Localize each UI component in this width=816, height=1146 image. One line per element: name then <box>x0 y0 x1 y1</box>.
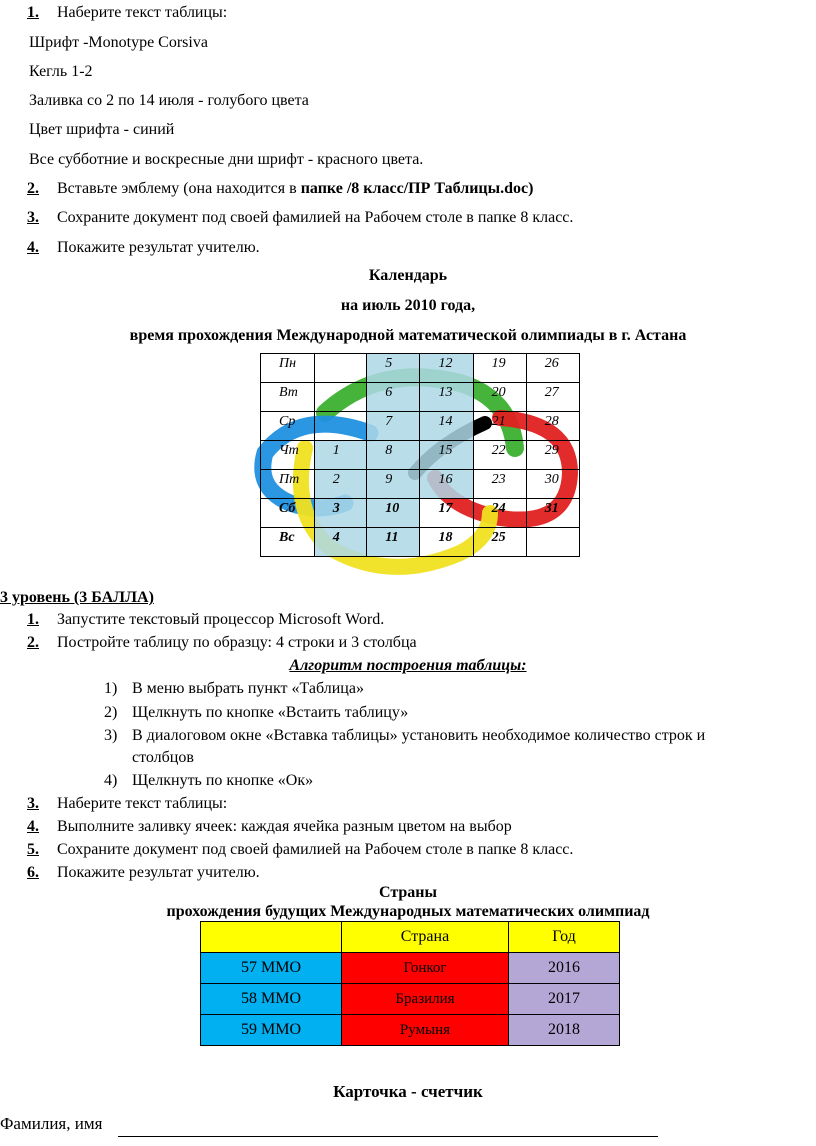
table-row <box>201 953 620 984</box>
countries-subtitle: прохождения будущих Международных математических олимпиад <box>166 903 650 920</box>
name-label: Фамилия, имя <box>0 1114 103 1133</box>
item-text: Запустите текстовый процессор Microsoft Word. <box>57 611 385 628</box>
calendar-cell: 7 <box>367 412 420 441</box>
calendar-cell: 19 <box>473 354 526 383</box>
fill-line: Заливка со 2 по 14 июля - голубого цвета <box>29 92 309 109</box>
calendar-cell: 17 <box>420 499 473 528</box>
item-number: 1. <box>27 611 39 628</box>
table-cell: Гонког <box>342 953 509 984</box>
item-number: 1. <box>27 4 39 21</box>
calendar-cell: 31 <box>526 499 579 528</box>
level3-heading: 3 уровень (3 БАЛЛА) <box>0 589 154 606</box>
calendar-row <box>261 441 580 470</box>
item-text: Постройте таблицу по образцу: 4 строки и 3 столбца <box>57 634 417 651</box>
calendar-subtitle: на июль 2010 года, <box>340 297 476 314</box>
calendar-cell: 4 <box>314 528 367 557</box>
calendar-row <box>261 354 580 383</box>
calendar-cell: 15 <box>420 441 473 470</box>
calendar-cell: 22 <box>473 441 526 470</box>
calendar-cell: 23 <box>473 470 526 499</box>
weekend-line: Все субботние и воскресные дни шрифт - красного цвета. <box>29 151 424 168</box>
calendar-description: время прохождения Международной математической олимпиады в г. Астана <box>129 327 687 344</box>
table-cell: Бразилия <box>342 984 509 1015</box>
calendar-cell: 12 <box>420 354 473 383</box>
item-text: Вставьте эмблему (она находится в папке /8 класс/ПР Таблицы.doc) <box>57 180 534 197</box>
calendar-cell: 25 <box>473 528 526 557</box>
calendar-cell: 16 <box>420 470 473 499</box>
calendar-with-emblem <box>260 353 580 585</box>
color-line: Цвет шрифта - синий <box>29 121 175 138</box>
name-input-line[interactable] <box>118 1136 658 1137</box>
calendar-cell: 24 <box>473 499 526 528</box>
calendar-cell: 27 <box>526 383 579 412</box>
card-title: Карточка - счетчик <box>333 1082 483 1101</box>
calendar-cell <box>314 412 367 441</box>
calendar-cell <box>526 528 579 557</box>
header-cell: Страна <box>342 922 509 953</box>
size-line: Кегль 1-2 <box>29 63 93 80</box>
calendar-cell: 8 <box>367 441 420 470</box>
table-cell: 59 ММО <box>201 1015 342 1046</box>
calendar-cell: Вс <box>261 528 315 557</box>
calendar-cell: 1 <box>314 441 367 470</box>
item-text: Наберите текст таблицы: <box>57 4 228 21</box>
calendar-table <box>260 353 580 557</box>
calendar-cell: Пн <box>261 354 315 383</box>
calendar-cell: 2 <box>314 470 367 499</box>
table-cell: 2017 <box>509 984 620 1015</box>
calendar-cell: 28 <box>526 412 579 441</box>
calendar-cell: 6 <box>367 383 420 412</box>
countries-title: Страны <box>378 884 437 901</box>
table-cell: 2016 <box>509 953 620 984</box>
calendar-cell <box>314 383 367 412</box>
table-row <box>201 1015 620 1046</box>
table-row <box>201 984 620 1015</box>
calendar-cell: 14 <box>420 412 473 441</box>
countries-table <box>200 921 620 1046</box>
calendar-row <box>261 470 580 499</box>
table-cell: 57 ММО <box>201 953 342 984</box>
calendar-cell: Сб <box>261 499 315 528</box>
calendar-row <box>261 412 580 441</box>
calendar-cell: 18 <box>420 528 473 557</box>
calendar-cell: Вт <box>261 383 315 412</box>
table-cell: 2018 <box>509 1015 620 1046</box>
table-header-row <box>201 922 620 953</box>
calendar-cell: 9 <box>367 470 420 499</box>
calendar-cell: Ср <box>261 412 315 441</box>
header-cell: Год <box>509 922 620 953</box>
calendar-cell: Пт <box>261 470 315 499</box>
calendar-row <box>261 383 580 412</box>
calendar-cell: 11 <box>367 528 420 557</box>
item-text: Сохраните документ под своей фамилией на Рабочем столе в папке 8 класс. <box>57 209 574 226</box>
calendar-cell: 26 <box>526 354 579 383</box>
calendar-cell <box>314 354 367 383</box>
item-number: 3. <box>27 209 39 226</box>
calendar-title: Календарь <box>368 267 448 284</box>
calendar-cell: 10 <box>367 499 420 528</box>
table-cell: Румыня <box>342 1015 509 1046</box>
header-cell <box>201 922 342 953</box>
calendar-cell: 3 <box>314 499 367 528</box>
font-line: Шрифт -Monotype Corsiva <box>29 34 208 51</box>
calendar-cell: Чт <box>261 441 315 470</box>
calendar-cell: 5 <box>367 354 420 383</box>
calendar-cell: 30 <box>526 470 579 499</box>
item-number: 2. <box>27 180 39 197</box>
item-number: 4. <box>27 239 39 256</box>
calendar-cell: 29 <box>526 441 579 470</box>
calendar-cell: 20 <box>473 383 526 412</box>
calendar-cell: 21 <box>473 412 526 441</box>
calendar-cell: 13 <box>420 383 473 412</box>
algorithm-step-3-cont: столбцов <box>132 749 194 766</box>
item-text: Покажите результат учителю. <box>57 239 260 256</box>
table-cell: 58 ММО <box>201 984 342 1015</box>
calendar-row <box>261 499 580 528</box>
calendar-row <box>261 528 580 557</box>
item-number: 2. <box>27 634 39 651</box>
algorithm-title: Алгоритм построения таблицы: <box>289 657 527 674</box>
